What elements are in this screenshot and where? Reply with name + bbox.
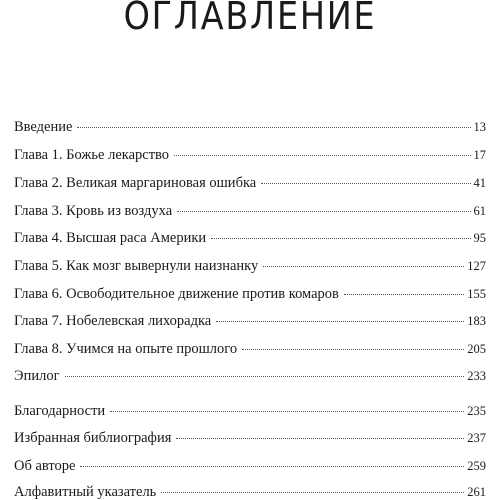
toc-entry-page-number: 205 — [467, 342, 486, 356]
toc-entry-page-number: 17 — [473, 148, 486, 162]
dot-leader — [216, 321, 464, 322]
dot-leader — [263, 266, 464, 267]
dot-leader — [344, 294, 464, 295]
toc-entry-label: Об авторе — [14, 458, 76, 474]
toc-entry-label: Избранная библиография — [14, 430, 172, 446]
page-title: ОГЛАВЛЕНИЕ — [123, 0, 377, 38]
toc-entry-page-number: 261 — [467, 485, 486, 499]
toc-entry-label: Благодарности — [14, 403, 106, 419]
toc-entry-about-author[interactable] — [14, 457, 486, 475]
toc-entry-page-number: 259 — [467, 459, 486, 473]
toc-entry-chapter-1[interactable] — [14, 146, 486, 164]
toc-entry-label: Глава 3. Кровь из воздуха — [14, 203, 173, 219]
toc-entry-chapter-7[interactable] — [14, 312, 486, 330]
toc-entry-index[interactable] — [14, 483, 486, 500]
dot-leader — [80, 466, 464, 467]
dot-leader — [161, 492, 464, 493]
dot-leader — [176, 438, 464, 439]
dot-leader — [174, 155, 470, 156]
toc-entry-page-number: 235 — [467, 404, 486, 418]
toc-entry-chapter-5[interactable] — [14, 257, 486, 275]
toc-entry-page-number: 183 — [467, 314, 486, 328]
toc-entry-label: Введение — [14, 119, 73, 135]
toc-entry-epilogue[interactable] — [14, 367, 486, 385]
toc-entry-page-number: 233 — [467, 369, 486, 383]
dot-leader — [177, 211, 470, 212]
toc-entry-page-number: 13 — [473, 120, 486, 134]
toc-entry-page-number: 155 — [467, 287, 486, 301]
toc-entry-label: Глава 4. Высшая раса Америки — [14, 230, 207, 246]
dot-leader — [65, 376, 465, 377]
dot-leader — [110, 411, 464, 412]
dot-leader — [211, 238, 470, 239]
toc-entry-page-number: 61 — [473, 204, 486, 218]
toc-entry-label: Глава 1. Божье лекарство — [14, 147, 170, 163]
toc-entry-chapter-4[interactable] — [14, 229, 486, 247]
toc-entry-label: Эпилог — [14, 368, 60, 384]
dot-leader — [242, 349, 464, 350]
toc-entry-label: Глава 5. Как мозг вывернули наизнанку — [14, 258, 259, 274]
toc-entry-chapter-2[interactable] — [14, 174, 486, 192]
toc-entry-introduction[interactable] — [14, 118, 486, 136]
toc-entry-page-number: 127 — [467, 259, 486, 273]
toc-entry-label: Алфавитный указатель — [14, 484, 157, 500]
toc-entry-label: Глава 7. Нобелевская лихорадка — [14, 313, 212, 329]
toc-entry-label: Глава 8. Учимся на опыте прошлого — [14, 341, 238, 357]
dot-leader — [77, 127, 470, 128]
toc-entry-page-number: 95 — [473, 231, 486, 245]
dot-leader — [261, 183, 470, 184]
toc-entry-chapter-6[interactable] — [14, 285, 486, 303]
toc-entry-acknowledgements[interactable] — [14, 402, 486, 420]
toc-entry-label: Глава 2. Великая маргариновая ошибка — [14, 175, 257, 191]
toc-entry-bibliography[interactable] — [14, 429, 486, 447]
toc-entry-page-number: 41 — [473, 176, 486, 190]
toc-entry-label: Глава 6. Освободительное движение против комаров — [14, 286, 339, 302]
toc-entry-chapter-8[interactable] — [14, 340, 486, 358]
toc-entry-chapter-3[interactable] — [14, 202, 486, 220]
toc-entry-page-number: 237 — [467, 431, 486, 445]
